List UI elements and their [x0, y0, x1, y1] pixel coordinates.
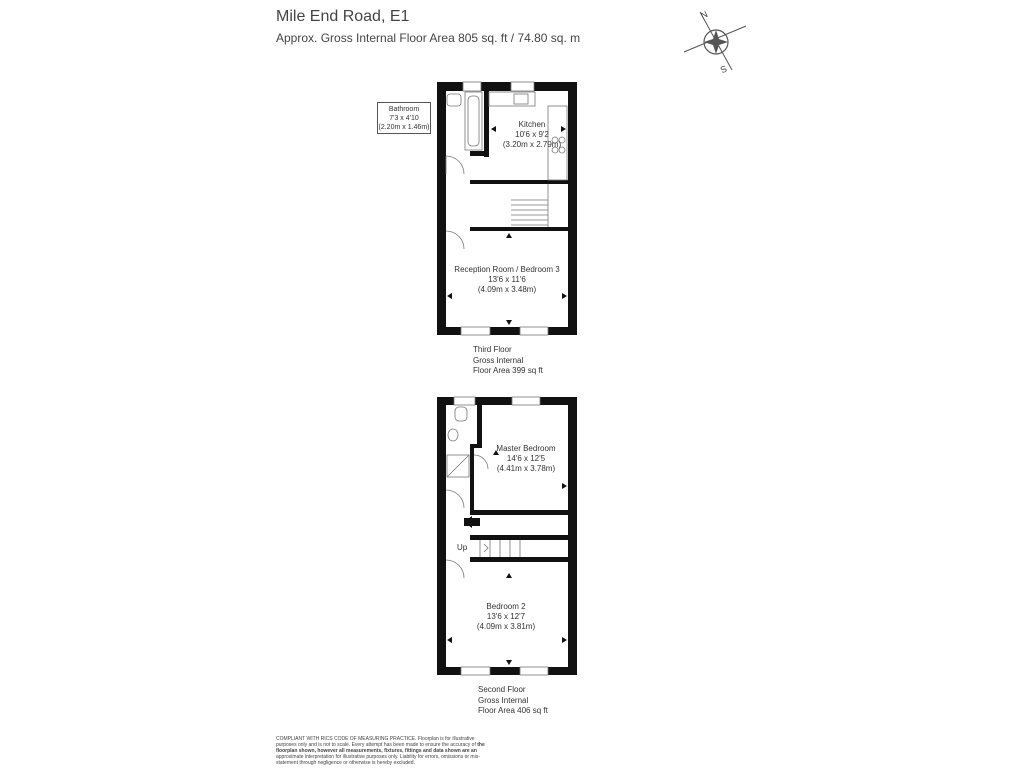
second-floor-walls — [437, 397, 577, 675]
stairs-up-label: Up — [457, 543, 468, 552]
disclaimer-text: COMPLIANT WITH RICS CODE OF MEASURING PRACTICE. Floorplan is for illustrative purposes only and is not to scale. Every attempt has been made to ensure the accuracy of the floorplan shown, however all measurements, fixtures, fittings and data shown are an approximate interpretation for illustrative purposes only. Liability for errors, omissions or mis-statement through negligence or otherwise is hereby excluded. — [276, 736, 485, 766]
third-floor-label: Third Floor Gross Internal Floor Area 399 sq ft — [473, 345, 543, 375]
compass-south: S — [718, 63, 729, 76]
master-bedroom-label: Master Bedroom 14'6 x 12'5 (4.41m x 3.78m) — [496, 444, 556, 473]
third-floor-markers — [447, 126, 567, 325]
page-title: Mile End Road, E1 — [276, 8, 410, 25]
second-floor-label: Second Floor Gross Internal Floor Area 406 sq ft — [478, 685, 548, 715]
reception-room-label: Reception Room / Bedroom 3 13'6 x 11'6 (4.09m x 3.48m) — [454, 265, 560, 294]
kitchen-label: Kitchen 10'6 x 9'2 (3.20m x 2.79m) — [502, 120, 562, 149]
compass-north: N — [699, 8, 710, 21]
floor-area-subtitle: Approx. Gross Internal Floor Area 805 sq. ft / 74.80 sq. m — [276, 31, 581, 45]
bedroom-2-label: Bedroom 2 13'6 x 12'7 (4.09m x 3.81m) — [476, 602, 536, 631]
bathroom-label: Bathroom 7'3 x 4'10 (2.20m x 1.46m) — [377, 102, 431, 134]
